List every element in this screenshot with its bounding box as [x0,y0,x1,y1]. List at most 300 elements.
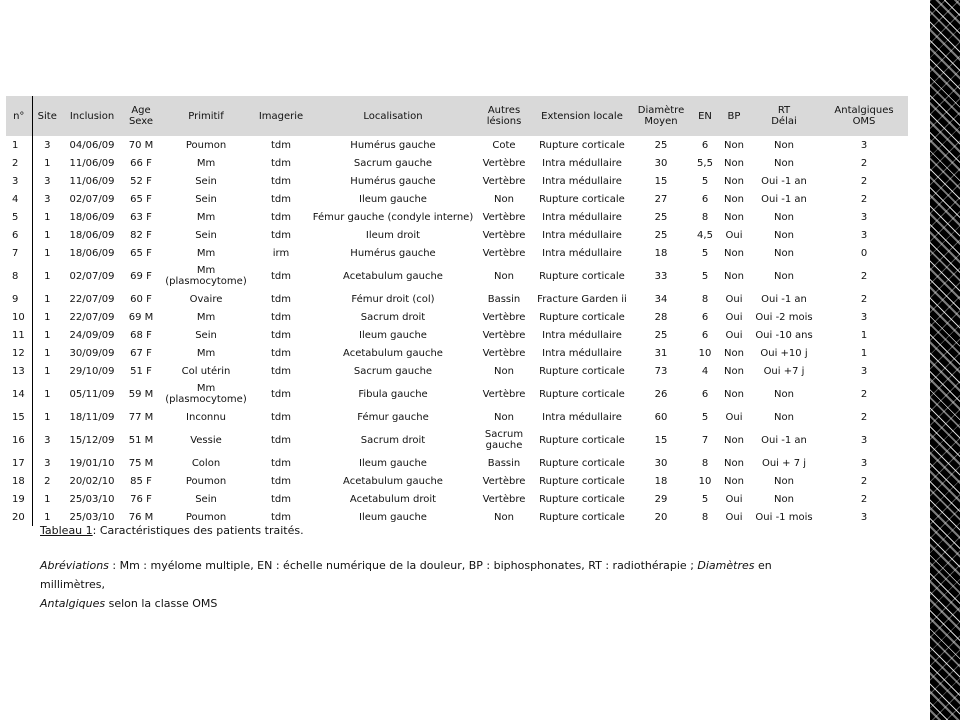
table-cell: 2 [6,154,32,172]
table-cell: 59 M [128,388,154,400]
table-cell: 25 [654,329,668,341]
table-cell: 14 [6,380,32,408]
table-cell: 2 [860,175,868,187]
table-cell: Rupture corticale [539,493,625,505]
table-cell: tdm [270,270,291,282]
table-cell: 27 [654,193,668,205]
table-cell: 25 [654,229,668,241]
table-cell: Sein [195,193,217,205]
table-cell: Ileum gauche [359,457,427,469]
table-cell: 22/07/09 [69,293,115,305]
table-cell: 52 F [130,175,152,187]
table-cell: 6 [6,226,32,244]
table-row [6,308,908,326]
table-cell: tdm [270,193,291,205]
table-cell: 15 [6,408,32,426]
table-cell: tdm [270,211,291,223]
table-cell: 10 [6,308,32,326]
table-cell: 2 [860,270,868,282]
table-cell: 02/07/09 [69,193,115,205]
table-cell: 18 [654,475,668,487]
table-cell: Acetabulum gauche [343,475,443,487]
table-cell: Oui -1 an [761,293,807,305]
table-cell: 6 [701,329,709,341]
table-cell: 2 [860,193,868,205]
table-cell: Non [774,139,794,151]
table-cell: 2 [860,493,868,505]
table-cell: tdm [270,139,291,151]
table-cell: tdm [270,347,291,359]
table-cell: Non [494,365,514,377]
table-cell: Non [724,388,744,400]
table-cell: 73 [654,365,668,377]
table-cell: Intra médullaire [542,329,622,341]
table-cell: Non [724,247,744,259]
abbreviations-note [40,556,840,613]
table-cell: Oui -10 ans [755,329,813,341]
table-cell: 20/02/10 [69,475,115,487]
table-cell: Sein [195,175,217,187]
table-row [6,408,908,426]
table-cell: 69 F [130,270,152,282]
table-cell: 19 [6,490,32,508]
table-cell: Vertèbre [482,211,526,223]
table-cell: 1 [44,493,51,505]
table-cell: Non [494,411,514,423]
table-cell: 31 [654,347,668,359]
table-cell: Sein [195,493,217,505]
table-cell: Vertèbre [482,311,526,323]
table-cell: tdm [270,329,291,341]
table-cell: Oui [725,411,743,423]
table-cell: tdm [270,511,291,523]
table-cell: tdm [270,311,291,323]
table-cell: 18 [6,472,32,490]
table-cell: 25/03/10 [69,511,115,523]
table-row [6,208,908,226]
table-cell: Poumon [185,139,227,151]
table-cell: 8 [701,511,709,523]
table-cell: 30/09/09 [69,347,115,359]
table-cell: Non [724,139,744,151]
table-cell: Sacrum droit [360,434,426,446]
column-header: Age Sexe [122,96,160,136]
table-cell: Oui +10 j [760,347,808,359]
table-cell: Intra médullaire [542,411,622,423]
table-cell: Acetabulum gauche [343,270,443,282]
table-cell: 04/06/09 [69,139,115,151]
column-header: Extension locale [532,96,632,136]
table-cell: 3 [860,139,868,151]
table-cell: Fibula gauche [358,388,428,400]
table-cell: Vertèbre [482,329,526,341]
table-cell: Vertèbre [482,347,526,359]
table-cell: 8 [6,262,32,290]
column-header: Primitif [160,96,252,136]
table-cell: 51 M [128,434,154,446]
table-cell: 1 [44,270,51,282]
table-cell: tdm [270,229,291,241]
table-cell: tdm [270,365,291,377]
table-cell: 18 [654,247,668,259]
table-header-row [6,96,908,136]
diam-text: en millimètres, [40,559,772,591]
table-cell: Non [724,157,744,169]
abbr-text: : Mm : myélome multiple, EN : échelle numérique de la douleur, BP : biphosphonates, RT : radiothérapie ; [108,559,698,572]
table-cell: 18/06/09 [69,247,115,259]
table-cell: Inconnu [186,411,226,423]
table-cell: Sacrum gauche [484,429,524,451]
table-cell: 20 [654,511,668,523]
table-cell: irm [272,247,290,259]
table-cell: 5 [701,411,709,423]
table-cell: Non [774,411,794,423]
table-cell: Intra médullaire [542,157,622,169]
table-cell: Acetabulum gauche [343,347,443,359]
table-cell: 63 F [130,211,152,223]
table-cell: Sein [195,229,217,241]
table-cell: Oui [725,493,743,505]
table-cell: 18/11/09 [69,411,115,423]
table-cell: Rupture corticale [539,434,625,446]
table-cell: Rupture corticale [539,511,625,523]
table-cell: Non [724,347,744,359]
table-cell: 66 F [130,157,152,169]
table-cell: 1 [44,411,51,423]
table-row [6,326,908,344]
table-cell: 1 [44,347,51,359]
table-cell: 1 [44,211,51,223]
table-row [6,154,908,172]
table-cell: tdm [270,175,291,187]
table-cell: Intra médullaire [542,229,622,241]
table-cell: Ileum gauche [359,511,427,523]
table-cell: 05/11/09 [69,388,115,400]
table-cell: 30 [654,157,668,169]
table-cell: Sein [195,329,217,341]
table-cell: 5 [701,247,709,259]
table-cell: Oui -1 an [761,434,807,446]
table-cell: Non [494,511,514,523]
table-cell: Intra médullaire [542,175,622,187]
table-cell: Fémur droit (col) [351,293,435,305]
table-cell: 11 [6,326,32,344]
table-cell: 29 [654,493,668,505]
table-cell: Ileum droit [365,229,421,241]
diam-label: Diamètres [697,559,755,572]
table-row [6,190,908,208]
table-cell: 30 [654,457,668,469]
table-cell: Oui [725,293,743,305]
table-body [6,136,908,526]
table-row [6,426,908,454]
table-cell: 3 [44,457,51,469]
table-cell: 2 [860,411,868,423]
table-cell: Non [774,247,794,259]
table-cell: Vessie [190,434,222,446]
table-cell: Sacrum gauche [353,157,433,169]
table-cell: 1 [44,247,51,259]
table-cell: 34 [654,293,668,305]
table-cell: 22/07/09 [69,311,115,323]
table-cell: 3 [860,457,868,469]
abbr-label: Abréviations [40,559,109,572]
table-cell: Intra médullaire [542,211,622,223]
table-cell: 7 [6,244,32,262]
table-cell: 3 [44,193,51,205]
table-cell: Rupture corticale [539,365,625,377]
caption-label: Tableau 1 [40,524,93,537]
table-cell: 7 [701,434,709,446]
table-cell: 1 [44,311,51,323]
table-cell: tdm [270,475,291,487]
table-cell: Non [724,193,744,205]
table-cell: Poumon [185,511,227,523]
table-cell: 67 F [130,347,152,359]
table-cell: 70 M [128,139,154,151]
table-cell: 1 [860,329,868,341]
table-cell: 4 [701,365,709,377]
table-cell: 51 F [130,365,152,377]
table-row [6,172,908,190]
table-row [6,362,908,380]
table-cell: 16 [6,426,32,454]
column-header: Imagerie [252,96,310,136]
table-cell: Non [774,270,794,282]
table-cell: 2 [44,475,51,487]
table-cell: Vertèbre [482,475,526,487]
table-cell: 33 [654,270,668,282]
table-cell: 3 [860,511,868,523]
table-cell: 3 [860,211,868,223]
table-cell: 85 F [130,475,152,487]
table-cell: Fémur gauche (condyle interne) [312,211,474,223]
table-cell: Humérus gauche [350,175,436,187]
column-header: BP [720,96,748,136]
table-row [6,454,908,472]
table-cell: Humérus gauche [350,139,436,151]
table-cell: Mm [196,347,216,359]
table-cell: 3 [860,311,868,323]
table-cell: 82 F [130,229,152,241]
table-cell: 20 [6,508,32,526]
table-cell: Oui -2 mois [755,311,813,323]
table-cell: 8 [701,457,709,469]
table-cell: 76 M [128,511,154,523]
table-cell: Ileum gauche [359,193,427,205]
antalg-label: Antalgiques [40,597,106,610]
table-cell: Mm (plasmocytome) [165,383,247,405]
table-cell: 3 [860,365,868,377]
table-cell: Mm [196,157,216,169]
table-cell: Vertèbre [482,157,526,169]
table-cell: Non [724,175,744,187]
table-cell: Ovaire [189,293,223,305]
table-cell: Acetabulum droit [349,493,437,505]
table-cell: Bassin [487,457,521,469]
table-cell: 11/06/09 [69,175,115,187]
table-cell: tdm [270,493,291,505]
table-cell: 5 [701,270,709,282]
table-cell: 6 [701,139,709,151]
table-cell: 9 [6,290,32,308]
table-cell: 5 [701,175,709,187]
table-cell: Non [494,270,514,282]
table-cell: Vertèbre [482,247,526,259]
table-cell: 29/10/09 [69,365,115,377]
table-cell: 60 F [130,293,152,305]
table-cell: 25 [654,211,668,223]
table-cell: 1 [860,347,868,359]
table-row [6,290,908,308]
table-cell: Cote [492,139,516,151]
table-cell: 68 F [130,329,152,341]
table-cell: Sacrum droit [360,311,426,323]
table-row [6,380,908,408]
table-cell: Oui + 7 j [761,457,807,469]
table-cell: Non [774,475,794,487]
table-cell: Oui [725,229,743,241]
table-cell: 11/06/09 [69,157,115,169]
table-cell: 24/09/09 [69,329,115,341]
table-cell: 1 [44,293,51,305]
table-row [6,490,908,508]
column-header: Site [32,96,62,136]
table-row [6,262,908,290]
table-cell: Mm [196,311,216,323]
table-cell: Rupture corticale [539,193,625,205]
table-cell: 1 [44,229,51,241]
table-cell: Humérus gauche [350,247,436,259]
table-cell: Colon [191,457,221,469]
table-cell: Non [774,157,794,169]
table-cell: 2 [860,157,868,169]
table-cell: 19/01/10 [69,457,115,469]
table-cell: tdm [270,157,291,169]
column-header: Antalgiques OMS [820,96,908,136]
table-cell: 10 [698,347,712,359]
table-cell: tdm [270,434,291,446]
table-cell: 3 [44,175,51,187]
table-cell: 2 [860,475,868,487]
table-cell: 10 [698,475,712,487]
table-cell: Non [774,229,794,241]
table-cell: Sacrum gauche [353,365,433,377]
table-cell: 25 [654,139,668,151]
column-header: EN [690,96,720,136]
table-cell: Rupture corticale [539,270,625,282]
table-cell: 6 [701,388,709,400]
table-cell: 6 [701,311,709,323]
table-cell: tdm [270,293,291,305]
table-caption [40,524,304,537]
column-header: n° [6,96,32,136]
table-cell: tdm [270,388,291,400]
table-cell: Non [774,493,794,505]
column-header: Autres lésions [476,96,532,136]
table-row [6,226,908,244]
table-cell: Ileum gauche [359,329,427,341]
decorative-border [930,0,960,720]
table-row [6,344,908,362]
table-cell: 3 [44,434,51,446]
table-cell: 1 [44,329,51,341]
table-cell: 15 [654,175,668,187]
table-cell: Rupture corticale [539,388,625,400]
table-cell: 17 [6,454,32,472]
table-cell: Mm (plasmocytome) [165,265,247,287]
table-cell: 5 [701,493,709,505]
table-cell: Oui -1 an [761,175,807,187]
table-cell: Non [724,475,744,487]
table-cell: 77 M [128,411,154,423]
table-cell: 8 [701,293,709,305]
antalg-text: selon la classe OMS [105,597,218,610]
table-cell: 25/03/10 [69,493,115,505]
table-cell: 69 M [128,311,154,323]
table-row [6,472,908,490]
table-cell: Non [724,270,744,282]
table-row [6,244,908,262]
table-cell: Mm [196,247,216,259]
table-cell: Mm [196,211,216,223]
table-cell: Non [774,388,794,400]
table-cell: Non [774,211,794,223]
table-cell: 6 [701,193,709,205]
table-cell: 8 [701,211,709,223]
table-cell: Bassin [487,293,521,305]
table-cell: 4,5 [697,229,713,241]
table-cell: 60 [654,411,668,423]
table-cell: Vertèbre [482,175,526,187]
table-cell: 75 M [128,457,154,469]
table-cell: 65 F [130,247,152,259]
patients-table [6,96,908,526]
table-cell: Fracture Garden ii [537,293,627,305]
table-cell: 3 [6,172,32,190]
table-cell: 1 [44,388,51,400]
table-cell: 0 [860,247,868,259]
table-cell: 2 [860,388,868,400]
table-cell: Col utérin [181,365,231,377]
table-cell: Intra médullaire [542,247,622,259]
table-cell: Fémur gauche [357,411,429,423]
table-cell: 2 [860,293,868,305]
table-cell: 3 [860,434,868,446]
table-cell: 26 [654,388,668,400]
table-cell: 1 [6,136,32,154]
table-cell: 18/06/09 [69,229,115,241]
table-cell: 65 F [130,193,152,205]
table-cell: Vertèbre [482,229,526,241]
table-cell: 18/06/09 [69,211,115,223]
table-cell: Rupture corticale [539,475,625,487]
column-header: Diamètre Moyen [632,96,690,136]
table-cell: 1 [44,157,51,169]
table-row [6,136,908,154]
table-cell: Oui -1 mois [755,511,813,523]
table-cell: 5,5 [697,157,713,169]
table-cell: Vertèbre [482,388,526,400]
table-cell: 13 [6,362,32,380]
table-cell: Intra médullaire [542,347,622,359]
table-cell: 1 [44,511,51,523]
table-cell: Oui [725,311,743,323]
caption-text: : Caractéristiques des patients traités. [92,524,304,537]
table-cell: Rupture corticale [539,457,625,469]
table-cell: 15 [654,434,668,446]
table-cell: tdm [270,457,291,469]
